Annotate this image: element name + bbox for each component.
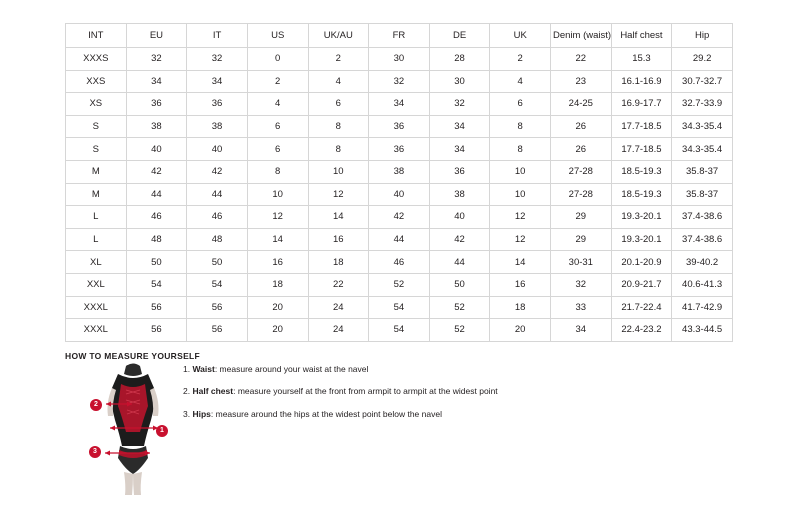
table-cell: 22.4-23.2 [611,319,672,342]
marker-2: 2 [90,399,102,411]
table-cell: 34.3-35.4 [672,115,733,138]
measurement-figure [88,362,178,497]
table-cell: 18.5-19.3 [611,183,672,206]
table-cell: 30-31 [551,251,612,274]
table-cell: 32 [369,70,430,93]
table-cell: 10 [247,183,308,206]
table-cell: 52 [369,273,430,296]
table-cell: 43.3-44.5 [672,319,733,342]
table-cell: 46 [369,251,430,274]
table-cell: 54 [126,273,187,296]
table-cell: 24 [308,296,369,319]
table-cell: 50 [429,273,490,296]
table-cell: 32 [551,273,612,296]
table-cell: 56 [187,319,248,342]
table-cell: 56 [126,296,187,319]
table-cell: 38 [429,183,490,206]
table-cell: 21.7-22.4 [611,296,672,319]
table-row [66,115,733,138]
table-cell: 34 [551,319,612,342]
table-cell: 48 [126,228,187,251]
table-cell: 40 [369,183,430,206]
table-cell: 33 [551,296,612,319]
size-label-cell: S [66,115,127,138]
table-cell: 26 [551,115,612,138]
table-cell: 6 [308,93,369,116]
table-cell: 40 [126,138,187,161]
size-label-cell: XXXS [66,48,127,71]
table-row [66,228,733,251]
table-cell: 0 [247,48,308,71]
table-cell: 12 [247,206,308,229]
table-header-cell: UK [490,24,551,48]
table-cell: 14 [247,228,308,251]
table-cell: 6 [490,93,551,116]
item-text: : measure around the hips at the widest point below the navel [210,408,442,419]
size-label-cell: XS [66,93,127,116]
table-cell: 29 [551,206,612,229]
size-label-cell: XXS [66,70,127,93]
table-cell: 50 [126,251,187,274]
table-cell: 42 [187,160,248,183]
table-cell: 12 [490,206,551,229]
table-cell: 44 [369,228,430,251]
table-cell: 6 [247,138,308,161]
size-label-cell: M [66,183,127,206]
table-cell: 50 [187,251,248,274]
table-cell: 36 [369,115,430,138]
table-cell: 24 [308,319,369,342]
table-cell: 36 [187,93,248,116]
table-cell: 12 [490,228,551,251]
item-number: 3. [183,408,191,419]
table-cell: 29.2 [672,48,733,71]
item-text: : measure yourself at the front from armpit to armpit at the widest point [233,386,498,397]
table-cell: 17.7-18.5 [611,138,672,161]
table-cell: 34.3-35.4 [672,138,733,161]
table-cell: 29 [551,228,612,251]
table-cell: 10 [490,160,551,183]
table-cell: 52 [429,296,490,319]
table-row [66,183,733,206]
table-cell: 10 [490,183,551,206]
size-label-cell: XXXL [66,296,127,319]
marker-1: 1 [156,425,168,437]
table-cell: 4 [490,70,551,93]
table-header-cell: EU [126,24,187,48]
table-cell: 16 [490,273,551,296]
size-label-cell: L [66,206,127,229]
table-cell: 38 [369,160,430,183]
size-label-cell: XL [66,251,127,274]
table-row [66,296,733,319]
table-cell: 16.9-17.7 [611,93,672,116]
table-cell: 8 [490,115,551,138]
marker-3: 3 [89,446,101,458]
table-cell: 26 [551,138,612,161]
table-cell: 22 [308,273,369,296]
table-header-cell: DE [429,24,490,48]
table-cell: 40 [429,206,490,229]
table-cell: 20 [247,319,308,342]
how-to-measure-item [183,386,613,397]
table-cell: 22 [551,48,612,71]
table-cell: 35.8-37 [672,183,733,206]
table-row [66,70,733,93]
table-cell: 44 [187,183,248,206]
table-header-cell: US [247,24,308,48]
table-cell: 24-25 [551,93,612,116]
table-cell: 34 [187,70,248,93]
table-cell: 35.8-37 [672,160,733,183]
item-number: 2. [183,386,191,397]
table-cell: 20.9-21.7 [611,273,672,296]
size-label-cell: L [66,228,127,251]
size-table-body [66,48,733,342]
table-cell: 14 [490,251,551,274]
table-cell: 34 [429,138,490,161]
table-cell: 52 [429,319,490,342]
table-cell: 2 [490,48,551,71]
table-cell: 32 [187,48,248,71]
table-row [66,319,733,342]
size-table-head [66,24,733,48]
table-cell: 38 [126,115,187,138]
table-cell: 32 [126,48,187,71]
table-row [66,251,733,274]
table-cell: 12 [308,183,369,206]
table-header-cell: Denim (waist) [551,24,612,48]
table-cell: 42 [369,206,430,229]
table-header-cell: INT [66,24,127,48]
table-cell: 17.7-18.5 [611,115,672,138]
table-cell: 42 [429,228,490,251]
table-cell: 42 [126,160,187,183]
table-cell: 27-28 [551,183,612,206]
size-table-container [65,23,733,342]
table-cell: 54 [187,273,248,296]
table-cell: 30 [369,48,430,71]
table-cell: 19.3-20.1 [611,228,672,251]
table-cell: 41.7-42.9 [672,296,733,319]
table-cell: 30 [429,70,490,93]
item-term: Waist [192,364,215,374]
size-label-cell: XXL [66,273,127,296]
table-cell: 56 [126,319,187,342]
item-term: Half chest [192,386,234,397]
table-cell: 40.6-41.3 [672,273,733,296]
table-cell: 44 [429,251,490,274]
table-cell: 4 [308,70,369,93]
table-cell: 18 [308,251,369,274]
table-cell: 10 [308,160,369,183]
table-cell: 54 [369,319,430,342]
table-cell: 34 [369,93,430,116]
table-cell: 37.4-38.6 [672,206,733,229]
table-cell: 20.1-20.9 [611,251,672,274]
table-cell: 18 [247,273,308,296]
item-text: : measure around your waist at the navel [214,364,369,374]
size-table [65,23,733,342]
size-label-cell: S [66,138,127,161]
table-cell: 20 [490,319,551,342]
table-cell: 16 [308,228,369,251]
table-header-cell: FR [369,24,430,48]
table-cell: 2 [247,70,308,93]
table-cell: 23 [551,70,612,93]
table-cell: 15.3 [611,48,672,71]
size-label-cell: M [66,160,127,183]
table-cell: 48 [187,228,248,251]
table-cell: 54 [369,296,430,319]
size-label-cell: XXXL [66,319,127,342]
table-header-cell: IT [187,24,248,48]
table-header-row [66,24,733,48]
table-cell: 44 [126,183,187,206]
table-cell: 14 [308,206,369,229]
table-cell: 16.1-16.9 [611,70,672,93]
table-cell: 36 [126,93,187,116]
table-cell: 34 [126,70,187,93]
table-cell: 8 [308,138,369,161]
table-cell: 32.7-33.9 [672,93,733,116]
table-cell: 56 [187,296,248,319]
table-cell: 16 [247,251,308,274]
how-to-measure-title: HOW TO MEASURE YOURSELF [65,351,201,361]
table-row [66,93,733,116]
table-row [66,138,733,161]
table-cell: 39-40.2 [672,251,733,274]
table-row [66,273,733,296]
table-row [66,160,733,183]
table-header-cell: Half chest [611,24,672,48]
how-to-measure-list [183,364,613,431]
table-cell: 19.3-20.1 [611,206,672,229]
table-cell: 28 [429,48,490,71]
table-cell: 34 [429,115,490,138]
table-header-cell: UK/AU [308,24,369,48]
table-cell: 30.7-32.7 [672,70,733,93]
table-cell: 6 [247,115,308,138]
table-header-cell: Hip [672,24,733,48]
table-cell: 20 [247,296,308,319]
table-row [66,48,733,71]
item-term: Hips [192,408,211,419]
table-cell: 8 [247,160,308,183]
item-number: 1. [183,364,191,374]
table-cell: 46 [126,206,187,229]
table-cell: 46 [187,206,248,229]
table-cell: 36 [369,138,430,161]
table-cell: 2 [308,48,369,71]
table-cell: 40 [187,138,248,161]
table-cell: 27-28 [551,160,612,183]
table-row [66,206,733,229]
table-cell: 38 [187,115,248,138]
table-cell: 32 [429,93,490,116]
how-to-measure-item [183,409,613,420]
table-cell: 37.4-38.6 [672,228,733,251]
how-to-measure-item [183,364,613,375]
table-cell: 4 [247,93,308,116]
table-cell: 8 [308,115,369,138]
table-cell: 36 [429,160,490,183]
table-cell: 18 [490,296,551,319]
table-cell: 18.5-19.3 [611,160,672,183]
table-cell: 8 [490,138,551,161]
